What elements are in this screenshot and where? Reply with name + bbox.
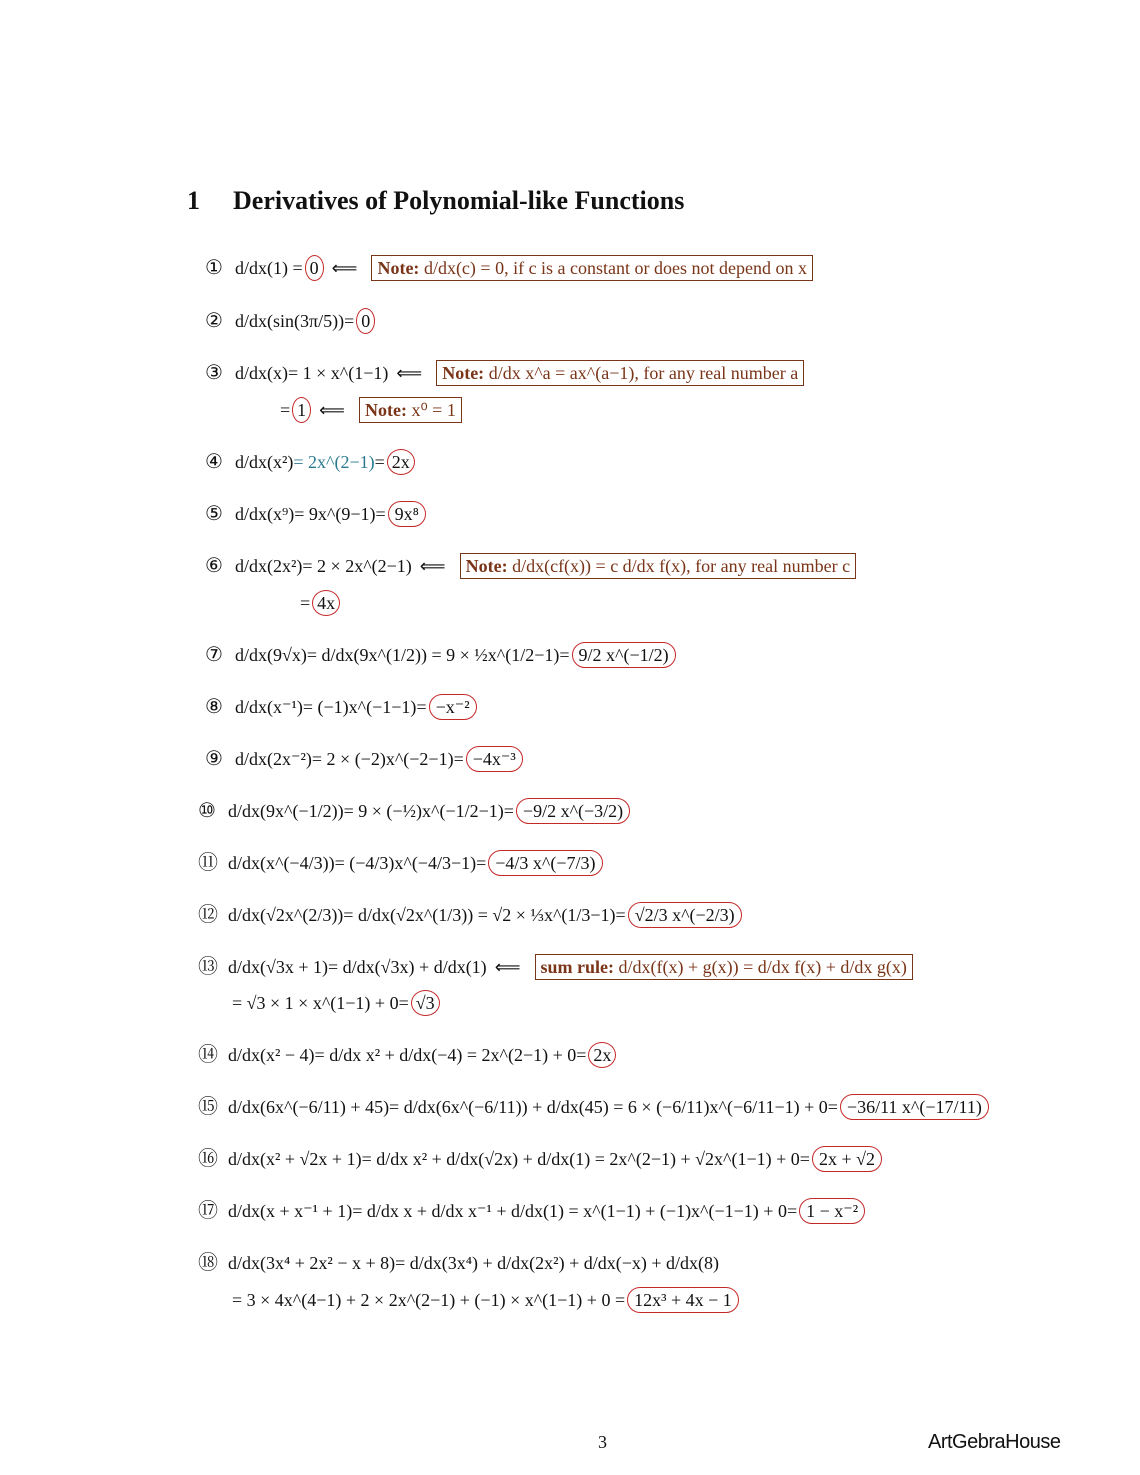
formula-line	[198, 1042, 616, 1068]
continuation-expr: =	[280, 400, 291, 420]
derivative-expr: d/dx(x² − 4)= d/dx x² + d/dx(−4) = 2x^(2−1) + 0=	[228, 1045, 587, 1065]
note-label: Note:	[377, 258, 424, 278]
answer-circle: 2x + √2	[812, 1146, 882, 1172]
note-box	[371, 255, 813, 281]
answer-circle: 1	[292, 397, 311, 423]
formula-line	[300, 590, 340, 616]
formula-line	[205, 746, 523, 772]
formula-line	[205, 642, 676, 668]
formula-line	[280, 397, 462, 423]
note-box	[535, 954, 913, 980]
item-number: ⑪	[198, 850, 218, 874]
formula-line	[205, 360, 804, 386]
note-text: d/dx(f(x) + g(x)) = d/dx f(x) + d/dx g(x)	[618, 957, 907, 977]
intermediate-step: = 2x^(2−1)	[293, 452, 375, 472]
answer-circle: −9/2 x^(−3/2)	[516, 798, 630, 824]
formula-line	[205, 553, 856, 579]
answer-circle: 12x³ + 4x − 1	[627, 1287, 739, 1313]
formula-line	[198, 902, 742, 928]
derivative-expr: d/dx(9x^(−1/2))= 9 × (−½)x^(−1/2−1)=	[228, 801, 514, 821]
note-text: d/dx x^a = ax^(a−1), for any real number a	[488, 363, 799, 383]
answer-circle: 0	[305, 255, 324, 281]
formula-line	[205, 449, 415, 475]
item-number: ⑥	[205, 553, 223, 577]
answer-circle: −x⁻²	[429, 694, 477, 720]
item-number: ⑭	[198, 1042, 218, 1066]
answer-circle: 9x⁸	[388, 501, 426, 527]
answer-circle: √3	[411, 990, 440, 1016]
note-label: Note:	[364, 400, 412, 420]
implies-arrow: ⟸	[494, 957, 521, 977]
derivative-expr: d/dx(x^(−4/3))= (−4/3)x^(−4/3−1)=	[228, 853, 487, 873]
implies-arrow: ⟸	[396, 363, 423, 383]
item-number: ⑦	[205, 642, 223, 666]
note-box	[436, 360, 804, 386]
note-text: d/dx(c) = 0, if c is a constant or does not depend on x	[423, 258, 807, 278]
item-number: ⑧	[205, 694, 223, 718]
derivative-expr: d/dx(√2x^(2/3))= d/dx(√2x^(1/3)) = √2 × ⅓x^(1/3−1)=	[228, 905, 626, 925]
section-number: 1	[187, 186, 200, 215]
implies-arrow: ⟸	[419, 556, 446, 576]
derivative-expr: d/dx(2x²)= 2 × 2x^(2−1)	[235, 556, 412, 576]
answer-circle: √2/3 x^(−2/3)	[628, 902, 742, 928]
derivative-expr: d/dx(x⁻¹)= (−1)x^(−1−1)=	[235, 697, 427, 717]
answer-circle: −4x⁻³	[466, 746, 523, 772]
formula-line	[205, 501, 426, 527]
answer-circle: 2x	[588, 1042, 616, 1068]
formula-line	[232, 1287, 739, 1313]
derivative-expr: d/dx(√3x + 1)= d/dx(√3x) + d/dx(1)	[228, 957, 487, 977]
derivative-expr: d/dx(1) =	[235, 258, 303, 278]
note-label: Note:	[465, 556, 513, 576]
formula-line	[232, 990, 440, 1016]
formula-line	[198, 798, 630, 824]
note-label: Note:	[442, 363, 489, 383]
derivative-expr: d/dx(3x⁴ + 2x² − x + 8)= d/dx(3x⁴) + d/dx(2x²) + d/dx(−x) + d/dx(8)	[228, 1253, 720, 1273]
formula-line	[198, 850, 603, 876]
item-number: ⑰	[198, 1198, 218, 1222]
formula-line	[198, 954, 913, 980]
derivative-expr: d/dx(x + x⁻¹ + 1)= d/dx x + d/dx x⁻¹ + d/dx(1) = x^(1−1) + (−1)x^(−1−1) + 0=	[228, 1201, 798, 1221]
formula-line	[205, 255, 813, 281]
answer-circle: −36/11 x^(−17/11)	[840, 1094, 989, 1120]
answer-circle: 0	[356, 308, 375, 334]
item-number: ⑫	[198, 902, 218, 926]
derivative-expr: d/dx(x)= 1 × x^(1−1)	[235, 363, 389, 383]
continuation-expr: = 3 × 4x^(4−1) + 2 × 2x^(2−1) + (−1) × x^(1−1) + 0 =	[232, 1290, 626, 1310]
derivative-expr: d/dx(x²)	[235, 452, 294, 472]
derivative-expr: d/dx(x² + √2x + 1)= d/dx x² + d/dx(√2x) + d/dx(1) = 2x^(2−1) + √2x^(1−1) + 0=	[228, 1149, 810, 1169]
item-number: ②	[205, 308, 223, 332]
implies-arrow: ⟸	[331, 258, 358, 278]
formula-line	[205, 694, 477, 720]
item-number: ⑩	[198, 798, 216, 822]
brand-logo: ArtGebraHouse	[928, 1431, 1061, 1453]
formula-line	[198, 1198, 865, 1224]
implies-arrow: ⟸	[319, 400, 345, 420]
section-title-text: Derivatives of Polynomial-like Functions	[233, 186, 685, 215]
item-number: ⑮	[198, 1094, 218, 1118]
formula-line	[205, 308, 375, 334]
note-label: sum rule:	[540, 957, 619, 977]
derivative-expr: d/dx(6x^(−6/11) + 45)= d/dx(6x^(−6/11)) + d/dx(45) = 6 × (−6/11)x^(−6/11−1) + 0=	[228, 1097, 838, 1117]
item-number: ③	[205, 360, 223, 384]
derivative-expr: d/dx(sin(3π/5))=	[235, 311, 355, 331]
formula-line	[198, 1250, 719, 1275]
note-box	[460, 553, 857, 579]
item-number: ④	[205, 449, 223, 473]
continuation-expr: = √3 × 1 × x^(1−1) + 0=	[232, 993, 409, 1013]
note-text: x⁰ = 1	[411, 400, 456, 420]
item-number: ①	[205, 255, 223, 279]
derivative-expr: d/dx(x⁹)= 9x^(9−1)=	[235, 504, 386, 524]
answer-circle: 9/2 x^(−1/2)	[572, 642, 676, 668]
equals-sign: =	[374, 452, 385, 472]
continuation-expr: =	[300, 593, 311, 613]
note-text: d/dx(cf(x)) = c d/dx f(x), for any real number c	[512, 556, 851, 576]
section-title	[187, 186, 684, 216]
answer-circle: 1 − x⁻²	[799, 1198, 865, 1224]
page-number: 3	[598, 1432, 607, 1452]
item-number: ⑨	[205, 746, 223, 770]
item-number: ⑬	[198, 954, 218, 978]
note-box	[359, 397, 462, 423]
answer-circle: −4/3 x^(−7/3)	[488, 850, 602, 876]
formula-line	[198, 1094, 989, 1120]
answer-circle: 4x	[312, 590, 340, 616]
item-number: ⑤	[205, 501, 223, 525]
answer-circle: 2x	[387, 449, 415, 475]
item-number: ⑯	[198, 1146, 218, 1170]
formula-line	[198, 1146, 882, 1172]
derivative-expr: d/dx(2x⁻²)= 2 × (−2)x^(−2−1)=	[235, 749, 464, 769]
item-number: ⑱	[198, 1250, 218, 1274]
derivative-expr: d/dx(9√x)= d/dx(9x^(1/2)) = 9 × ½x^(1/2−1)=	[235, 645, 570, 665]
